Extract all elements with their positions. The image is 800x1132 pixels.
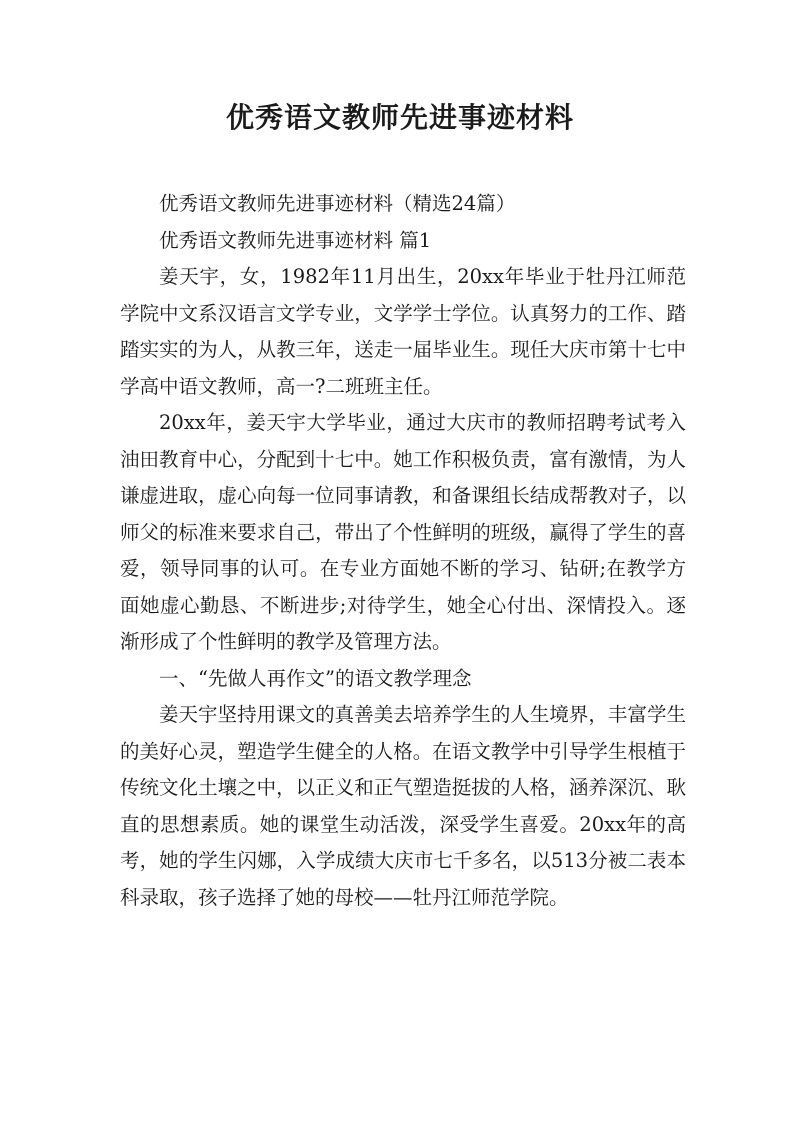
document-body [120,186,686,916]
body-paragraph: 姜天宇，女，1982年11月出生，20xx年毕业于牡丹江师范学院中文系汉语言文学专业，文学学士学位。认真努力的工作、踏踏实实的为人，从教三年，送走一届毕业生。现任大庆市第十七中学高中语文教师，高一?二班班主任。 [120,265,686,398]
document-title: 优秀语文教师先进事迹材料 [225,101,574,134]
body-paragraph: 姜天宇坚持用课文的真善美去培养学生的人生境界，丰富学生的美好心灵，塑造学生健全的人格。在语文教学中引导学生根植于传统文化土壤之中，以正义和正气塑造挺拔的人格，涵养深沉、耿直的思想素质。她的课堂生动活泼，深受学生喜爱。20xx年的高考，她的学生闪娜，入学成绩大庆市七千多名，以513分被二表本科录取，孩子选择了她的母校——牡丹江师范学院。 [120,703,686,909]
body-paragraph: 20xx年，姜天宇大学毕业，通过大庆市的教师招聘考试考入油田教育中心，分配到十七中。她工作积极负责，富有激情，为人谦虚进取，虚心向每一位同事请教，和备课组长结成帮教对子，以师父的标准来要求自己，带出了个性鲜明的班级，赢得了学生的喜爱，领导同事的认可。在专业方面她不断的学习、钻研;在教学方面她虚心勤恳、不断进步;对待学生，她全心付出、深情投入。逐渐形成了个性鲜明的教学及管理方法。 [120,411,686,653]
subtitle-paragraph: 优秀语文教师先进事迹材料（精选24篇） [159,192,516,215]
section-heading: 优秀语文教师先进事迹材料 篇1 [159,228,432,252]
subsection-heading: 一、“先做人再作文”的语文教学理念 [159,666,472,690]
